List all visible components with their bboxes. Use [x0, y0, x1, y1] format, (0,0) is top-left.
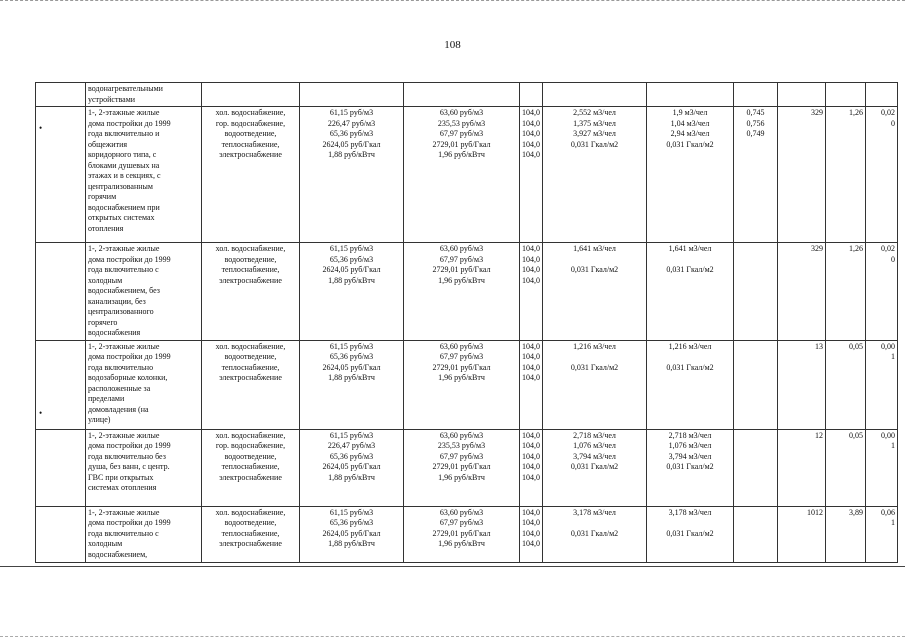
cell-text: 0,756 — [746, 118, 765, 128]
cell-text: 0,031 Гкал/м2 — [666, 462, 714, 471]
cell-text: 63,60 руб/м3 — [439, 430, 484, 440]
tariff-new-cell — [404, 340, 520, 429]
cell-text: 1,88 руб/кВтч — [328, 373, 375, 382]
cell-text: водоотведение, — [224, 451, 277, 461]
row-number-cell — [36, 83, 86, 107]
cell-text — [649, 255, 731, 266]
index-cell — [520, 243, 543, 341]
cell-text: электроснабжение — [219, 373, 282, 382]
cell-text: 104,0 — [522, 352, 540, 361]
cell-text: хол. водоснабжение, — [215, 341, 286, 351]
cell-text: 1 — [891, 352, 895, 361]
services-cell — [202, 83, 300, 107]
cell-text: 65,36 руб/м3 — [329, 254, 374, 264]
cell-text: 104,0 — [522, 118, 540, 128]
cell-text: централизованным — [88, 181, 153, 191]
margin-mark: • — [39, 408, 43, 418]
cell-text: дома постройки до 1999 — [88, 352, 171, 361]
cell-text: 13 — [815, 341, 823, 351]
value-3-cell — [866, 83, 898, 107]
index-cell — [520, 506, 543, 562]
table-row — [36, 340, 898, 429]
value-3-cell — [866, 506, 898, 562]
value-1-cell — [778, 506, 826, 562]
cell-text: хол. водоснабжение, — [215, 244, 286, 253]
cell-text: устройствами — [88, 94, 136, 104]
cell-text: 61,15 руб/м3 — [329, 430, 374, 440]
cell-text: 67,97 руб/м3 — [439, 451, 484, 461]
cell-text: 2,718 м3/чел — [668, 430, 712, 440]
cell-text: теплоснабжение, — [221, 362, 280, 372]
building-type-cell — [86, 429, 202, 506]
building-type-cell — [86, 243, 202, 341]
norm-current-cell — [543, 429, 647, 506]
cell-text: 329 — [811, 108, 823, 117]
cell-text: хол. водоснабжение, — [215, 108, 286, 117]
cell-text: 0,031 Гкал/м2 — [666, 139, 714, 149]
cell-text: канализации, без — [88, 296, 146, 306]
cell-text: гор. водоснабжение, — [215, 118, 286, 128]
row-number-cell — [36, 243, 86, 341]
cell-text: 2729,01 руб/Гкал — [432, 462, 491, 471]
cell-text: 329 — [811, 244, 823, 253]
cell-text: водоотведение, — [224, 518, 277, 527]
cell-text: 104,0 — [522, 341, 540, 351]
cell-text: 0,031 Гкал/м2 — [570, 362, 619, 372]
cell-text: ГВС при открытых — [88, 472, 154, 482]
cell-text: теплоснабжение, — [221, 139, 280, 149]
services-cell — [202, 107, 300, 243]
cell-text: 0,05 — [849, 341, 863, 351]
value-1-cell — [778, 340, 826, 429]
norm-current-cell — [543, 107, 647, 243]
cell-text: 1,96 руб/кВтч — [438, 472, 485, 482]
scan-edge-line — [0, 636, 905, 637]
cell-text — [545, 352, 644, 363]
cell-text: 104,0 — [522, 139, 540, 149]
cell-text: 0,02 — [881, 244, 895, 253]
margin-mark: • — [39, 123, 43, 133]
tariff-new-cell — [404, 429, 520, 506]
cell-text: 104,0 — [522, 472, 540, 482]
table-row — [36, 83, 898, 107]
cell-text: 0,00 — [881, 341, 895, 351]
cell-text: теплоснабжение, — [221, 528, 280, 538]
value-1-cell — [778, 107, 826, 243]
cell-text: 226,47 руб/м3 — [327, 441, 376, 450]
cell-text: горячим — [88, 192, 117, 201]
cell-text: 67,97 руб/м3 — [439, 254, 484, 264]
cell-text: 1,04 м3/чел — [670, 118, 710, 128]
cell-text: горячего — [88, 317, 118, 327]
cell-text: 226,47 руб/м3 — [327, 118, 376, 128]
services-cell — [202, 429, 300, 506]
cell-text: 3,794 м3/чел — [573, 451, 616, 461]
cell-text: 3,794 м3/чел — [668, 451, 712, 461]
cell-text: домовладения (на — [88, 404, 149, 414]
cell-text: года включительно — [88, 362, 154, 372]
cell-text: расположенные за — [88, 383, 151, 393]
services-cell — [202, 506, 300, 562]
cell-text: холодным — [88, 275, 123, 285]
cell-text: 1,88 руб/кВтч — [328, 275, 375, 285]
table-body — [36, 83, 898, 563]
cell-text: хол. водоснабжение, — [215, 507, 286, 517]
tariff-new-cell — [404, 506, 520, 562]
tariff-new-cell — [404, 83, 520, 107]
cell-text: 67,97 руб/м3 — [439, 352, 484, 361]
cell-text: холодным — [88, 539, 123, 548]
cell-text: 0,031 Гкал/м2 — [570, 139, 619, 149]
value-3-cell — [866, 107, 898, 243]
cell-text: 0,031 Гкал/м2 — [570, 265, 619, 274]
value-2-cell — [826, 243, 866, 341]
cell-text: 1-, 2-этажные жилые — [88, 341, 160, 351]
cell-text: 3,178 м3/чел — [668, 507, 712, 517]
cell-text: 1,076 м3/чел — [573, 441, 616, 450]
norm-new-cell — [647, 83, 734, 107]
cell-text: 104,0 — [522, 441, 540, 450]
cell-text: 0 — [891, 254, 895, 264]
cell-text: 61,15 руб/м3 — [329, 507, 374, 517]
cell-text: 65,36 руб/м3 — [329, 451, 374, 461]
cell-text: 1,96 руб/кВтч — [438, 275, 485, 285]
cell-text: 2624,05 руб/Гкал — [322, 462, 381, 471]
top-border-line — [0, 0, 905, 1]
building-type-cell — [86, 83, 202, 107]
norm-new-cell — [647, 340, 734, 429]
cell-text: открытых системах — [88, 213, 155, 222]
page-number: 108 — [444, 39, 461, 51]
cell-text: 67,97 руб/м3 — [439, 129, 484, 138]
cell-text: 104,0 — [522, 254, 540, 264]
cell-text: 0,05 — [849, 430, 863, 440]
cell-text: 67,97 руб/м3 — [439, 518, 484, 527]
cell-text: общежития — [88, 139, 128, 149]
building-type-cell — [86, 340, 202, 429]
norm-new-cell — [647, 429, 734, 506]
cell-text: водонагревательными — [88, 84, 163, 93]
cell-text: 1,641 м3/чел — [573, 244, 616, 253]
cell-text: 104,0 — [522, 362, 540, 372]
cell-text: 1,375 м3/чел — [573, 118, 616, 128]
value-2-cell — [826, 429, 866, 506]
cell-text: 3,178 м3/чел — [573, 507, 616, 517]
cell-text: 2,552 м3/чел — [573, 108, 616, 117]
cell-text: 0,745 — [746, 108, 765, 117]
cell-text: 104,0 — [522, 150, 540, 159]
cell-text: электроснабжение — [219, 150, 282, 159]
value-3-cell — [866, 340, 898, 429]
cell-text: 3,89 — [849, 507, 863, 517]
cell-text: 1012 — [807, 507, 823, 517]
cell-text: 1,076 м3/чел — [668, 441, 712, 450]
coefficient-cell — [734, 429, 778, 506]
cell-text: 2624,05 руб/Гкал — [322, 528, 381, 538]
norm-current-cell — [543, 83, 647, 107]
cell-text: водоснабжения — [88, 328, 141, 337]
cell-text: 61,15 руб/м3 — [329, 108, 374, 117]
cell-text: дома постройки до 1999 — [88, 118, 171, 128]
cell-text: 63,60 руб/м3 — [439, 244, 484, 253]
cell-text: 1-, 2-этажные жилые — [88, 507, 160, 517]
cell-text: 1-, 2-этажные жилые — [88, 108, 160, 117]
building-type-cell — [86, 506, 202, 562]
cell-text: 104,0 — [522, 518, 540, 527]
cell-text: 1,641 м3/чел — [668, 244, 712, 253]
cell-text: 235,53 руб/м3 — [437, 118, 486, 128]
cell-text: 1,9 м3/чел — [672, 108, 708, 117]
cell-text: пределами — [88, 394, 125, 403]
tariff-current-cell — [300, 340, 404, 429]
cell-text: 104,0 — [522, 528, 540, 538]
index-cell — [520, 429, 543, 506]
tariff-current-cell — [300, 243, 404, 341]
row-number-cell — [36, 429, 86, 506]
cell-text: 1-, 2-этажные жилые — [88, 430, 160, 440]
norm-new-cell — [647, 243, 734, 341]
cell-text: 2624,05 руб/Гкал — [322, 139, 381, 149]
value-2-cell — [826, 506, 866, 562]
cell-text: 12 — [815, 430, 823, 440]
cell-text: 1,88 руб/кВтч — [328, 472, 375, 482]
cell-text: 63,60 руб/м3 — [439, 341, 484, 351]
cell-text: 104,0 — [522, 430, 540, 440]
cell-text: 235,53 руб/м3 — [437, 441, 486, 450]
cell-text: этажах и в секциях, с — [88, 171, 161, 180]
cell-text: 104,0 — [522, 462, 540, 471]
index-cell — [520, 340, 543, 429]
cell-text — [545, 255, 644, 266]
cell-text: года включительно и — [88, 129, 160, 138]
cell-text: 0,749 — [746, 129, 765, 138]
cell-text: 1,88 руб/кВтч — [328, 539, 375, 548]
table-row — [36, 107, 898, 243]
cell-text: 1,96 руб/кВтч — [438, 539, 485, 548]
cell-text: года включительно с — [88, 528, 159, 538]
norm-current-cell — [543, 243, 647, 341]
cell-text: 0,031 Гкал/м2 — [666, 265, 714, 274]
cell-text: 1,26 — [849, 108, 863, 117]
cell-text: 104,0 — [522, 373, 540, 382]
cell-text: 2729,01 руб/Гкал — [432, 362, 491, 372]
cell-text: водоснабжением, — [88, 549, 148, 559]
index-cell — [520, 83, 543, 107]
norm-new-cell — [647, 107, 734, 243]
cell-text: 0,031 Гкал/м2 — [666, 528, 714, 538]
cell-text: 0,031 Гкал/м2 — [570, 462, 619, 471]
bottom-border-line — [0, 566, 905, 567]
cell-text: теплоснабжение, — [221, 265, 280, 274]
cell-text: 1-, 2-этажные жилые — [88, 244, 160, 253]
cell-text: 1,216 м3/чел — [573, 341, 616, 351]
cell-text: 104,0 — [522, 108, 540, 117]
cell-text: электроснабжение — [219, 472, 282, 482]
cell-text: 104,0 — [522, 507, 540, 517]
cell-text: 0,031 Гкал/м2 — [666, 362, 714, 372]
coefficient-cell — [734, 107, 778, 243]
cell-text: 2624,05 руб/Гкал — [322, 265, 381, 274]
tariff-current-cell — [300, 429, 404, 506]
cell-text: года включительно с — [88, 265, 159, 274]
cell-text: 0,02 — [881, 108, 895, 117]
table-row — [36, 506, 898, 562]
cell-text: 104,0 — [522, 275, 540, 285]
cell-text: 104,0 — [522, 244, 540, 253]
cell-text: 0 — [891, 118, 895, 128]
value-2-cell — [826, 83, 866, 107]
cell-text: 65,36 руб/м3 — [329, 518, 374, 527]
cell-text: дома постройки до 1999 — [88, 518, 171, 527]
value-1-cell — [778, 83, 826, 107]
cell-text: 104,0 — [522, 265, 540, 274]
tariff-current-cell — [300, 506, 404, 562]
cell-text: 1 — [891, 441, 895, 450]
coefficient-cell — [734, 506, 778, 562]
value-2-cell — [826, 340, 866, 429]
cell-text: водоотведение, — [224, 129, 277, 138]
cell-text: улице) — [88, 415, 111, 424]
cell-text: водоотведение, — [224, 352, 277, 361]
cell-text: электроснабжение — [219, 275, 282, 285]
index-cell — [520, 107, 543, 243]
cell-text: 2,718 м3/чел — [573, 430, 616, 440]
tariff-current-cell — [300, 107, 404, 243]
cell-text: водозаборные колонки, — [88, 373, 168, 382]
value-2-cell — [826, 107, 866, 243]
cell-text: системах отопления — [88, 483, 157, 492]
cell-text: 104,0 — [522, 129, 540, 138]
tariff-new-cell — [404, 243, 520, 341]
cell-text: 1,96 руб/кВтч — [438, 373, 485, 382]
value-1-cell — [778, 243, 826, 341]
table-row — [36, 429, 898, 506]
cell-text: хол. водоснабжение, — [215, 430, 286, 440]
value-3-cell — [866, 243, 898, 341]
cell-text: водоснабжением при — [88, 202, 160, 212]
cell-text: 2729,01 руб/Гкал — [432, 139, 491, 149]
norm-new-cell — [647, 506, 734, 562]
cell-text: централизованного — [88, 307, 154, 316]
row-number-cell — [36, 506, 86, 562]
cell-text: 2,94 м3/чел — [670, 129, 710, 138]
cell-text: гор. водоснабжение, — [215, 441, 286, 450]
cell-text: 2729,01 руб/Гкал — [432, 265, 491, 274]
cell-text: года включительно без — [88, 451, 166, 461]
cell-text: 63,60 руб/м3 — [439, 108, 484, 117]
cell-text: водоснабжением, без — [88, 286, 160, 295]
tariff-table — [35, 82, 898, 563]
services-cell — [202, 340, 300, 429]
cell-text: 65,36 руб/м3 — [329, 129, 374, 138]
coefficient-cell — [734, 83, 778, 107]
row-number-cell — [36, 340, 86, 429]
cell-text: отопления — [88, 223, 124, 233]
tariff-new-cell — [404, 107, 520, 243]
value-3-cell — [866, 429, 898, 506]
cell-text: коридорного типа, с — [88, 150, 157, 159]
tariff-current-cell — [300, 83, 404, 107]
coefficient-cell — [734, 340, 778, 429]
cell-text — [649, 352, 731, 363]
norm-current-cell — [543, 506, 647, 562]
cell-text: 1,96 руб/кВтч — [438, 150, 485, 159]
coefficient-cell — [734, 243, 778, 341]
cell-text: дома постройки до 1999 — [88, 254, 171, 264]
norm-current-cell — [543, 340, 647, 429]
cell-text: 3,927 м3/чел — [573, 129, 616, 138]
cell-text: 1,216 м3/чел — [668, 341, 712, 351]
cell-text: 104,0 — [522, 451, 540, 461]
cell-text: электроснабжение — [219, 539, 282, 548]
value-1-cell — [778, 429, 826, 506]
cell-text: 61,15 руб/м3 — [329, 244, 374, 253]
building-type-cell — [86, 107, 202, 243]
cell-text — [545, 518, 644, 529]
cell-text: 2729,01 руб/Гкал — [432, 528, 491, 538]
cell-text: 2624,05 руб/Гкал — [322, 362, 381, 372]
cell-text: 63,60 руб/м3 — [439, 507, 484, 517]
cell-text: блоками душевых на — [88, 160, 160, 170]
cell-text: 104,0 — [522, 539, 540, 548]
services-cell — [202, 243, 300, 341]
cell-text: душа, без ванн, с центр. — [88, 462, 170, 471]
cell-text: теплоснабжение, — [221, 462, 280, 471]
cell-text: 1,88 руб/кВтч — [328, 150, 375, 159]
table-row — [36, 243, 898, 341]
cell-text: 0,031 Гкал/м2 — [570, 528, 619, 538]
cell-text: 1,26 — [849, 244, 863, 253]
cell-text — [649, 518, 731, 529]
cell-text: дома постройки до 1999 — [88, 441, 171, 450]
cell-text: 1 — [891, 518, 895, 527]
row-number-cell — [36, 107, 86, 243]
cell-text: водоотведение, — [224, 254, 277, 264]
cell-text: 61,15 руб/м3 — [329, 341, 374, 351]
cell-text: 65,36 руб/м3 — [329, 352, 374, 361]
cell-text: 0,00 — [881, 430, 895, 440]
cell-text: 0,06 — [881, 507, 895, 517]
